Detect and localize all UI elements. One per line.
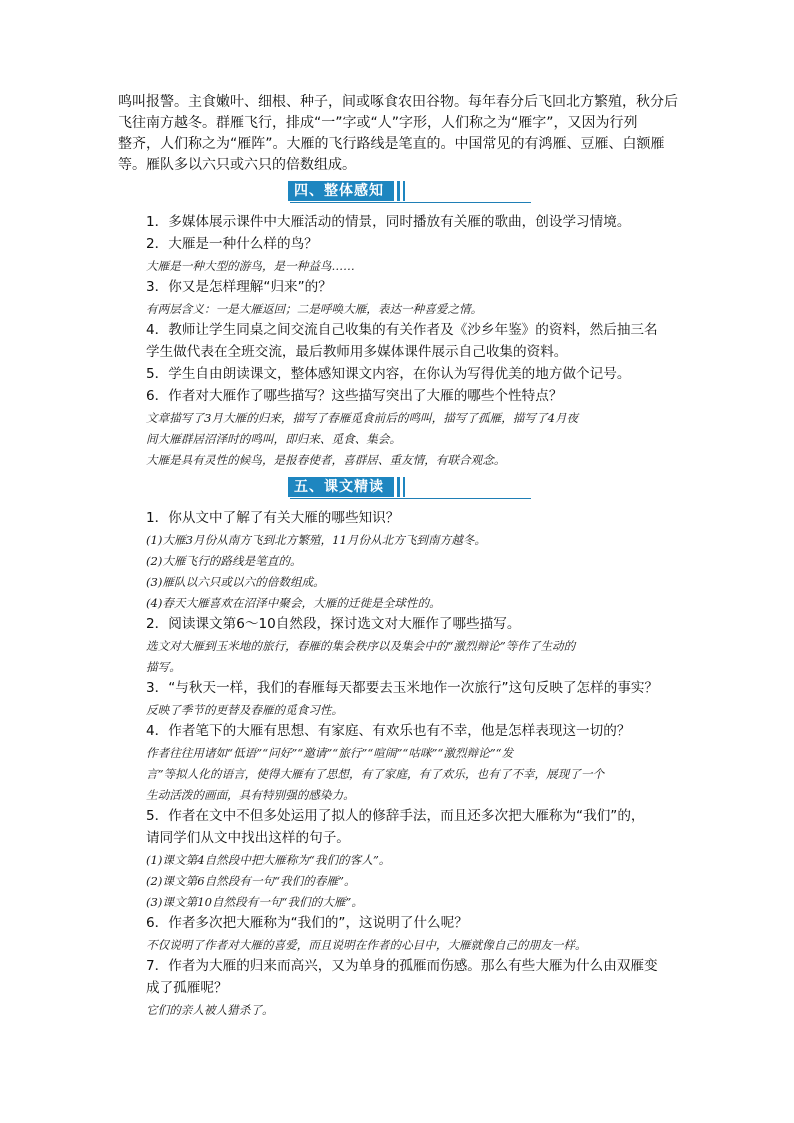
- question-line: 成了孤雁呢？: [146, 980, 228, 996]
- question-line: 1．你从文中了解了有关大雁的哪些知识？: [146, 510, 400, 526]
- answer-line: (3)雁队以六只或以六的倍数组成。: [146, 575, 325, 589]
- question-line: 6．作者多次把大雁称为“我们的”，这说明了什么呢？: [146, 915, 468, 931]
- answer-line: (2)课文第6自然段有一句“我们的春雁”。: [146, 874, 356, 888]
- answer-line: 描写。: [146, 660, 181, 674]
- section-rule: [290, 202, 531, 203]
- intro-line: 鸣叫报警。主食嫩叶、细根、种子，间或啄食农田谷物。每年春分后飞回北方繁殖，秋分后: [118, 94, 678, 110]
- answer-line: (1)大雁3月份从南方飞到北方繁殖，11月份从北方飞到南方越冬。: [146, 533, 486, 547]
- document-page: [118, 92, 678, 1021]
- question-line: 请同学们从文中找出这样的句子。: [146, 830, 350, 846]
- answer-line: 有两层含义：一是大雁返回；二是呼唤大雁，表达一种喜爱之情。: [146, 302, 483, 316]
- answer-line: 不仅说明了作者对大雁的喜爱，而且说明在作者的心目中，大雁就像自己的朋友一样。: [146, 938, 587, 952]
- section-title: 五、课文精读: [288, 477, 394, 497]
- question-line: 5．学生自由朗读课文，整体感知课文内容，在你认为写得优美的地方做个记号。: [146, 366, 631, 382]
- answer-line: 文章描写了3月大雁的归来，描写了春雁觅食前后的鸣叫，描写了孤雁，描写了4月夜: [146, 411, 579, 425]
- intro-paragraph: [118, 92, 678, 176]
- answer-line: 间大雁群居沼泽时的鸣叫，即归来、觅食、集会。: [146, 432, 402, 446]
- section-5-content: [118, 508, 678, 1020]
- section-header-4: [118, 180, 678, 206]
- answer-line: 它们的亲人被人猎杀了。: [146, 1003, 274, 1017]
- question-line: 6．作者对大雁作了哪些描写？这些描写突出了大雁的哪些个性特点？: [146, 388, 563, 404]
- answer-line: (3)课文第10自然段有一句“我们的大雁”。: [146, 895, 363, 909]
- answer-line: 大雁是具有灵性的候鸟，是报春使者，喜群居、重友情，有联合观念。: [146, 453, 506, 467]
- answer-line: 作者往往用诸如“低语”“问好”“邀请”“旅行”“喧闹”“咕咪”“激烈辩论”“发: [146, 746, 514, 760]
- section-header-5: [118, 476, 678, 502]
- answer-line: (2)大雁飞行的路线是笔直的。: [146, 554, 302, 568]
- answer-line: (4)春天大雁喜欢在沼泽中聚会，大雁的迁徙是全球性的。: [146, 596, 441, 610]
- answer-line: 生动活泼的画面，具有特别强的感染力。: [146, 788, 355, 802]
- answer-line: 言”等拟人化的语言，使得大雁有了思想，有了家庭，有了欢乐，也有了不幸，展现了一个: [146, 767, 605, 781]
- question-line: 1．多媒体展示课件中大雁活动的情景，同时播放有关雁的歌曲，创设学习情境。: [146, 214, 631, 230]
- question-line: 4．作者笔下的大雁有思想、有家庭、有欢乐也有不幸，他是怎样表现这一切的？: [146, 723, 631, 739]
- answer-line: 选文对大雁到玉米地的旅行，春雁的集会秩序以及集会中的“激烈辩论”等作了生动的: [146, 639, 576, 653]
- answer-line: 反映了季节的更替及春雁的觅食习性。: [146, 703, 344, 717]
- intro-line: 整齐，人们称之为“雁阵”。大雁的飞行路线是笔直的。中国常见的有鸿雁、豆雁、白额雁: [118, 136, 665, 152]
- answer-line: (1)课文第4自然段中把大雁称为“我们的客人”。: [146, 853, 391, 867]
- question-line: 5．作者在文中不但多处运用了拟人的修辞手法，而且还多次把大雁称为“我们”的，: [146, 808, 645, 824]
- question-line: 2．大雁是一种什么样的鸟？: [146, 236, 318, 252]
- section-title: 四、整体感知: [288, 181, 394, 201]
- section-rule: [290, 498, 531, 499]
- question-line: 2．阅读课文第6～10自然段，探讨选文对大雁作了哪些描写。: [146, 616, 521, 632]
- question-line: 4．教师让学生同桌之间交流自己收集的有关作者及《沙乡年鉴》的资料，然后抽三名: [146, 322, 658, 338]
- question-line: 3．你又是怎样理解“归来”的？: [146, 279, 332, 295]
- question-line: 3．“与秋天一样，我们的春雁每天都要去玉米地作一次旅行”这句反映了怎样的事实？: [146, 680, 659, 696]
- intro-line: 飞往南方越冬。群雁飞行，排成“一”字或“人”字形，人们称之为“雁字”，又因为行列: [118, 115, 638, 131]
- section-4-content: [118, 212, 678, 470]
- intro-line: 等。雁队多以六只或六只的倍数组成。: [118, 157, 356, 173]
- question-line: 7．作者为大雁的归来而高兴，又为单身的孤雁而伤感。那么有些大雁为什么由双雁变: [146, 958, 658, 974]
- question-line: 学生做代表在全班交流，最后教师用多媒体课件展示自己收集的资料。: [146, 344, 568, 360]
- answer-line: 大雁是一种大型的游鸟，是一种益鸟……: [146, 259, 355, 273]
